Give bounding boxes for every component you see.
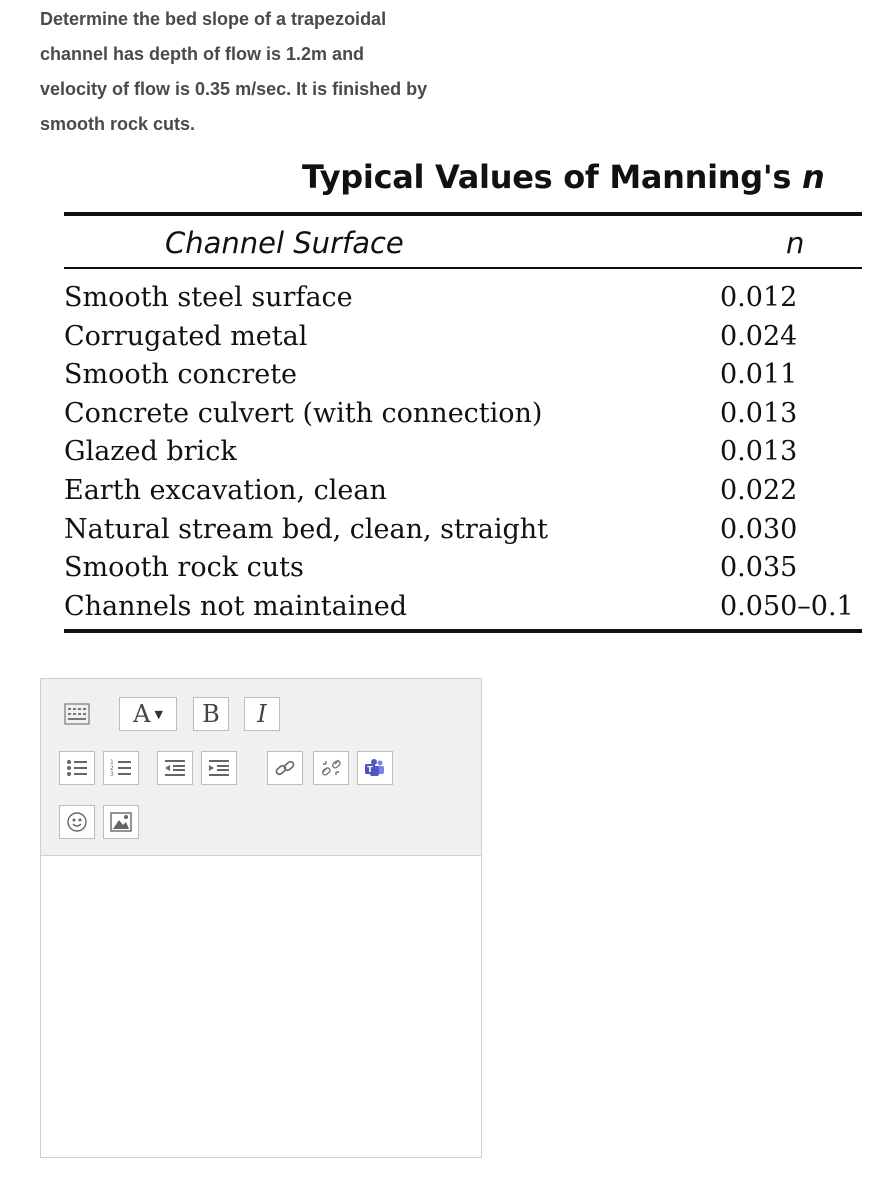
surface-cell: Concrete culvert (with connection) [64, 397, 543, 429]
question-line: smooth rock cuts. [40, 114, 196, 134]
table-row [64, 396, 864, 435]
table-title [302, 158, 824, 196]
surface-cell: Earth excavation, clean [64, 474, 387, 506]
question-line: Determine the bed slope of a trapezoidal [40, 9, 387, 29]
n-cell: 0.050–0.1 [720, 590, 854, 622]
bold-label: B [202, 700, 220, 728]
column-header-surface: Channel Surface [165, 226, 404, 260]
table-row [64, 319, 864, 358]
n-cell: 0.012 [720, 282, 798, 313]
surface-cell: Smooth concrete [64, 359, 298, 391]
table-row [64, 589, 864, 628]
emoji-icon[interactable] [59, 805, 95, 839]
ordered-list-icon[interactable] [103, 751, 139, 785]
font-color-button[interactable] [119, 697, 177, 731]
font-color-label: A [133, 700, 151, 728]
column-header-n: n [786, 226, 805, 260]
unordered-list-icon[interactable] [59, 751, 95, 785]
editor-toolbar [41, 679, 481, 856]
table-row [64, 280, 864, 319]
surface-cell: Channels not maintained [64, 590, 408, 622]
table-title-n: n [801, 158, 825, 196]
italic-label: I [257, 700, 267, 728]
table-bottom-rule [64, 629, 862, 633]
table-row [64, 434, 864, 473]
chevron-down-icon: ▼ [154, 707, 163, 721]
italic-button[interactable] [244, 697, 280, 731]
surface-cell: Smooth rock cuts [64, 552, 304, 584]
link-icon[interactable] [267, 751, 303, 785]
image-icon[interactable] [103, 805, 139, 839]
n-cell: 0.024 [720, 320, 798, 352]
surface-cell: Natural stream bed, clean, straight [64, 513, 549, 545]
question-line: channel has depth of flow is 1.2m and [40, 44, 365, 64]
unlink-icon[interactable] [313, 751, 349, 785]
indent-icon[interactable] [201, 751, 237, 785]
question-line: velocity of flow is 0.35 m/sec. It is finished by [40, 79, 428, 99]
surface-cell: Corrugated metal [64, 320, 308, 352]
svg-text:T: T [367, 765, 373, 774]
table-row [64, 512, 864, 551]
n-cell: 0.013 [720, 397, 798, 429]
surface-cell: Glazed brick [64, 436, 237, 468]
answer-editor [40, 678, 482, 1158]
svg-text:2: 2 [110, 765, 114, 772]
table-row [64, 357, 864, 396]
teams-meeting-icon[interactable] [357, 751, 393, 785]
table-body [64, 280, 864, 627]
svg-text:3: 3 [110, 771, 114, 778]
n-cell: 0.022 [720, 474, 798, 506]
editor-text-area[interactable] [41, 856, 481, 1157]
n-cell: 0.030 [720, 513, 798, 545]
bold-button[interactable] [193, 697, 229, 731]
show-more-toolbar-icon[interactable] [59, 697, 95, 731]
n-cell: 0.011 [720, 359, 798, 391]
question-text [40, 6, 500, 146]
table-row [64, 473, 864, 512]
surface-cell: Smooth steel surface [64, 282, 353, 313]
table-top-rule [64, 212, 862, 216]
outdent-icon[interactable] [157, 751, 193, 785]
table-header-rule [64, 267, 862, 269]
svg-text:1: 1 [110, 759, 114, 766]
table-title-main: Typical Values of Manning's [302, 158, 802, 196]
n-cell: 0.013 [720, 436, 798, 468]
n-cell: 0.035 [720, 552, 798, 584]
table-row [64, 550, 864, 589]
